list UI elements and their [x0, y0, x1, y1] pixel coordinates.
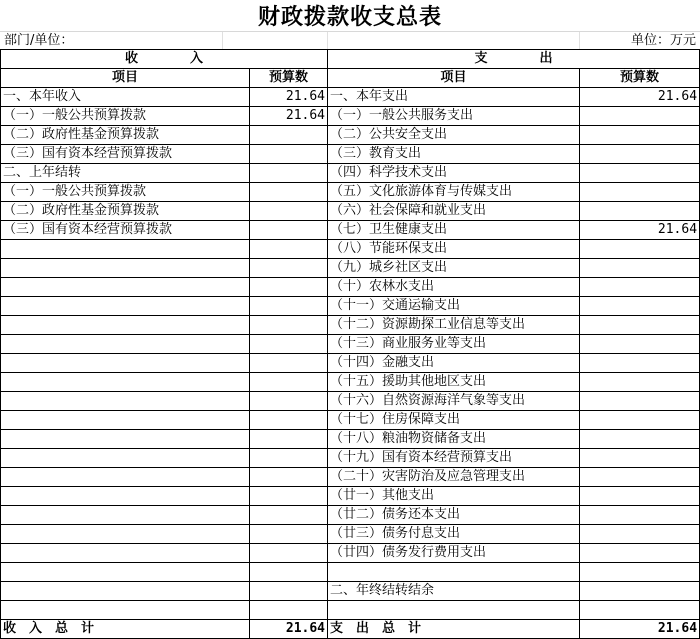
income-header: 收 入: [1, 50, 328, 69]
income-value-cell: 21.64: [250, 107, 328, 126]
table-row: [1, 449, 700, 468]
income-item-cell: 一、本年收入: [1, 88, 250, 107]
income-value-cell: [250, 411, 328, 430]
expense-item-cell: （十二）资源勘探工业信息等支出: [328, 316, 580, 335]
table-row: [1, 240, 700, 259]
expense-item-cell: （七）卫生健康支出: [328, 221, 580, 240]
income-value-cell: [250, 601, 328, 620]
expense-value-cell: 21.64: [580, 88, 700, 107]
expense-item-cell: （十九）国有资本经营预算支出: [328, 449, 580, 468]
expense-item-cell: （廿四）债务发行费用支出: [328, 544, 580, 563]
income-item-cell: 二、上年结转: [1, 164, 250, 183]
expense-item-cell: （廿一）其他支出: [328, 487, 580, 506]
table-row: [1, 392, 700, 411]
expense-item-cell: （十一）交通运输支出: [328, 297, 580, 316]
income-value-cell: [250, 354, 328, 373]
income-total-label: 收 入 总 计: [1, 620, 250, 639]
income-item-cell: [1, 240, 250, 259]
meta-bar: [0, 31, 700, 50]
table-row: [1, 335, 700, 354]
table-row: [1, 563, 700, 582]
table-row: [1, 544, 700, 563]
expense-item-cell: （十）农林水支出: [328, 278, 580, 297]
table-row: [1, 202, 700, 221]
table-row: [1, 354, 700, 373]
income-item-cell: [1, 582, 250, 601]
income-value-cell: 21.64: [250, 88, 328, 107]
expense-item-cell: （二）公共安全支出: [328, 126, 580, 145]
table-row: [1, 373, 700, 392]
expense-value-cell: [580, 164, 700, 183]
income-value-cell: [250, 145, 328, 164]
expense-header: 支 出: [328, 50, 700, 69]
income-value-cell: [250, 563, 328, 582]
expense-value-cell: [580, 411, 700, 430]
expense-item-cell: （二十）灾害防治及应急管理支出: [328, 468, 580, 487]
expense-item-cell: [328, 601, 580, 620]
income-item-cell: [1, 544, 250, 563]
expense-value-cell: [580, 259, 700, 278]
income-value-cell: [250, 487, 328, 506]
expense-item-cell: （十四）金融支出: [328, 354, 580, 373]
table-row: [1, 221, 700, 240]
income-item-cell: [1, 392, 250, 411]
gridline: [327, 32, 328, 50]
income-item-cell: [1, 411, 250, 430]
expense-total-label: 支 出 总 计: [328, 620, 580, 639]
income-value-cell: [250, 316, 328, 335]
income-item-cell: [1, 525, 250, 544]
expense-value-cell: [580, 107, 700, 126]
expense-value-cell: [580, 335, 700, 354]
income-item-cell: [1, 259, 250, 278]
expense-total-value: 21.64: [580, 620, 700, 639]
income-item-cell: [1, 335, 250, 354]
expense-item-cell: （廿三）债务付息支出: [328, 525, 580, 544]
total-row: [1, 620, 700, 639]
page-title: 财政拨款收支总表: [257, 4, 442, 30]
dept-label: 部门/单位：: [4, 33, 74, 48]
table-row: [1, 297, 700, 316]
expense-item-cell: （三）教育支出: [328, 145, 580, 164]
income-value-cell: [250, 430, 328, 449]
income-item-cell: [1, 354, 250, 373]
expense-value-cell: [580, 183, 700, 202]
income-total-value: 21.64: [250, 620, 328, 639]
expense-item-cell: （十八）粮油物资储备支出: [328, 430, 580, 449]
income-item-cell: （一）一般公共预算拨款: [1, 107, 250, 126]
budget-table: [0, 49, 700, 639]
income-value-cell: [250, 183, 328, 202]
column-header-row: [1, 69, 700, 88]
table-row: [1, 316, 700, 335]
income-value-cell: [250, 468, 328, 487]
income-value-cell: [250, 582, 328, 601]
expense-item-cell: （廿二）债务还本支出: [328, 506, 580, 525]
expense-item-cell: （十六）自然资源海洋气象等支出: [328, 392, 580, 411]
table-row: [1, 278, 700, 297]
income-value-cell: [250, 506, 328, 525]
expense-value-cell: [580, 126, 700, 145]
income-value-cell: [250, 297, 328, 316]
table-row: [1, 126, 700, 145]
table-row: [1, 259, 700, 278]
table-row: [1, 525, 700, 544]
income-item-cell: [1, 278, 250, 297]
table-row: [1, 411, 700, 430]
income-item-cell: [1, 487, 250, 506]
table-row: [1, 88, 700, 107]
income-item-header: 项目: [1, 69, 250, 88]
gridline: [222, 32, 223, 50]
income-value-cell: [250, 221, 328, 240]
expense-value-cell: [580, 240, 700, 259]
income-budget-header: 预算数: [250, 69, 328, 88]
table-row: [1, 487, 700, 506]
income-item-cell: [1, 601, 250, 620]
expense-value-cell: [580, 449, 700, 468]
expense-value-cell: [580, 202, 700, 221]
income-item-cell: [1, 563, 250, 582]
expense-item-cell: [328, 563, 580, 582]
expense-value-cell: [580, 487, 700, 506]
table-row: [1, 183, 700, 202]
expense-item-cell: （一）一般公共服务支出: [328, 107, 580, 126]
section-header-row: [1, 50, 700, 69]
expense-item-cell: 二、年终结转结余: [328, 582, 580, 601]
expense-value-cell: [580, 544, 700, 563]
expense-value-cell: [580, 278, 700, 297]
gridline: [579, 32, 580, 50]
income-value-cell: [250, 126, 328, 145]
expense-value-cell: [580, 563, 700, 582]
expense-value-cell: [580, 354, 700, 373]
income-item-cell: [1, 506, 250, 525]
income-item-cell: （三）国有资本经营预算拨款: [1, 221, 250, 240]
expense-item-cell: 一、本年支出: [328, 88, 580, 107]
income-item-cell: [1, 316, 250, 335]
income-item-cell: [1, 468, 250, 487]
unit-label: 单位：万元: [630, 33, 696, 48]
expense-value-cell: [580, 582, 700, 601]
income-item-cell: [1, 373, 250, 392]
expense-value-cell: [580, 525, 700, 544]
income-value-cell: [250, 544, 328, 563]
expense-item-cell: （十五）援助其他地区支出: [328, 373, 580, 392]
expense-value-cell: [580, 430, 700, 449]
income-item-cell: （二）政府性基金预算拨款: [1, 202, 250, 221]
expense-value-cell: [580, 297, 700, 316]
expense-value-cell: [580, 145, 700, 164]
income-value-cell: [250, 259, 328, 278]
income-value-cell: [250, 335, 328, 354]
income-value-cell: [250, 449, 328, 468]
income-value-cell: [250, 373, 328, 392]
expense-value-cell: [580, 392, 700, 411]
income-value-cell: [250, 240, 328, 259]
income-item-cell: （三）国有资本经营预算拨款: [1, 145, 250, 164]
expense-value-cell: [580, 373, 700, 392]
income-value-cell: [250, 278, 328, 297]
expense-item-cell: （十三）商业服务业等支出: [328, 335, 580, 354]
expense-value-cell: 21.64: [580, 221, 700, 240]
income-item-cell: [1, 449, 250, 468]
expense-item-cell: （五）文化旅游体育与传媒支出: [328, 183, 580, 202]
income-item-cell: （一）一般公共预算拨款: [1, 183, 250, 202]
table-row: [1, 601, 700, 620]
income-item-cell: （二）政府性基金预算拨款: [1, 126, 250, 145]
income-item-cell: [1, 297, 250, 316]
income-value-cell: [250, 164, 328, 183]
expense-value-cell: [580, 468, 700, 487]
expense-item-cell: （九）城乡社区支出: [328, 259, 580, 278]
table-row: [1, 107, 700, 126]
table-row: [1, 506, 700, 525]
table-row: [1, 582, 700, 601]
income-value-cell: [250, 202, 328, 221]
expense-value-cell: [580, 601, 700, 620]
expense-item-cell: （四）科学技术支出: [328, 164, 580, 183]
expense-budget-header: 预算数: [580, 69, 700, 88]
table-row: [1, 145, 700, 164]
table-row: [1, 164, 700, 183]
income-item-cell: [1, 430, 250, 449]
expense-item-cell: （六）社会保障和就业支出: [328, 202, 580, 221]
income-value-cell: [250, 525, 328, 544]
income-value-cell: [250, 392, 328, 411]
expense-value-cell: [580, 506, 700, 525]
expense-value-cell: [580, 316, 700, 335]
table-row: [1, 430, 700, 449]
expense-item-cell: （八）节能环保支出: [328, 240, 580, 259]
table-row: [1, 468, 700, 487]
expense-item-header: 项目: [328, 69, 580, 88]
expense-item-cell: （十七）住房保障支出: [328, 411, 580, 430]
